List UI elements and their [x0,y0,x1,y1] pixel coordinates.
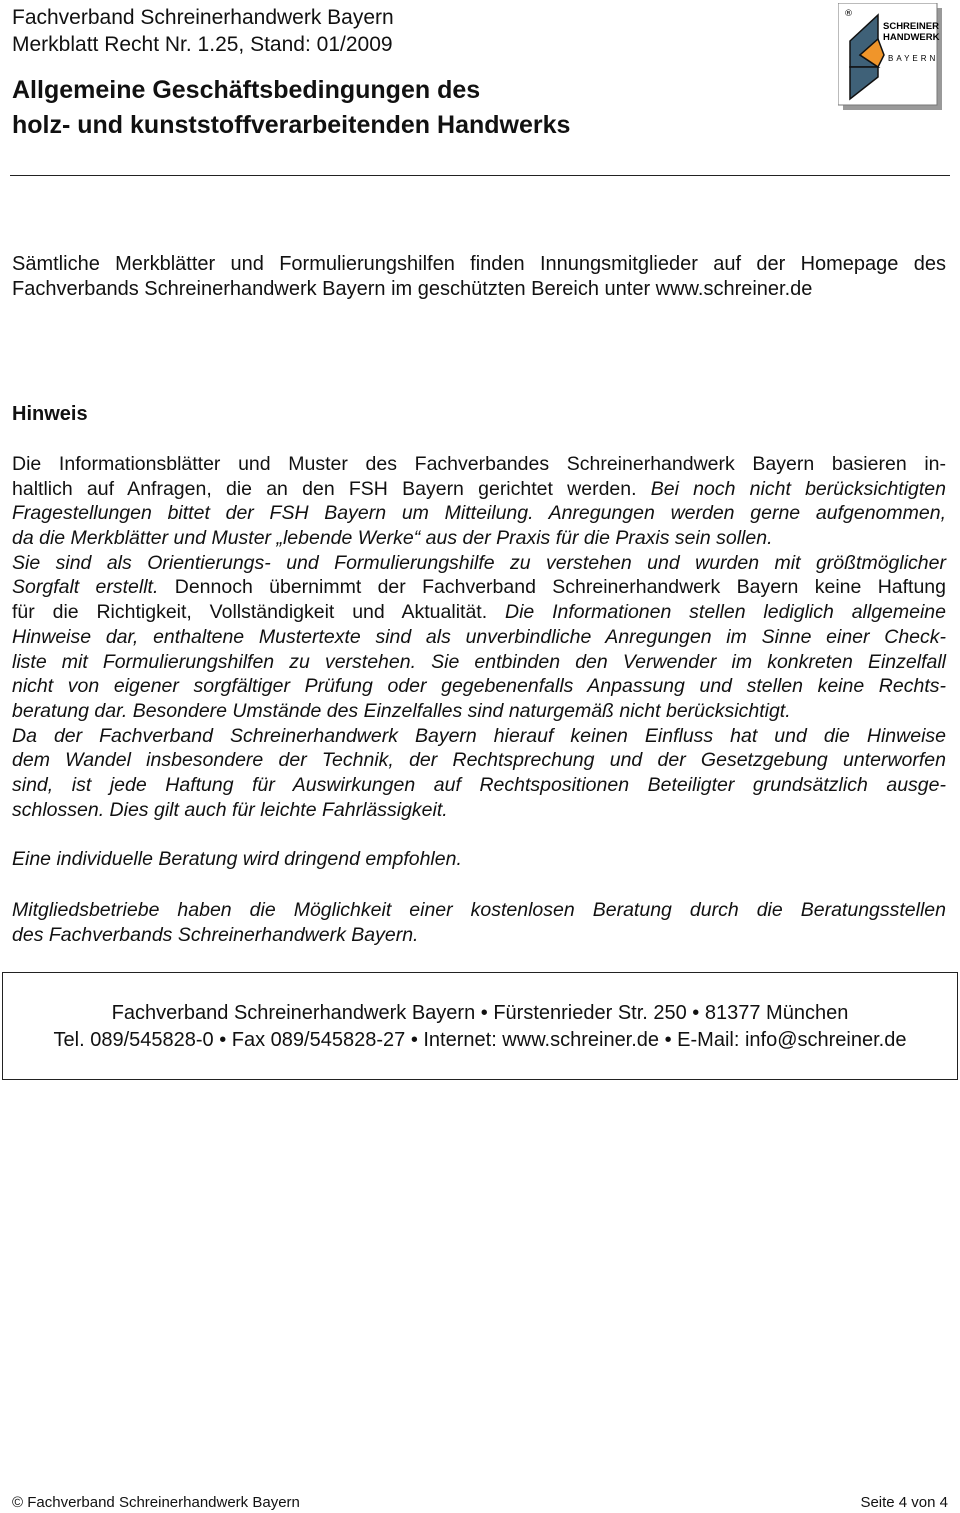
intro-line: Fachverbands Schreinerhandwerk Bayern im geschützten Bereich unter www.schreiner.de [12,277,813,300]
hinweis-heading: Hinweis [12,403,88,425]
header-divider [10,175,950,176]
footer-page-number: Seite 4 von 4 [860,1494,948,1511]
hinweis-line [12,674,946,699]
hinweis-line [12,501,946,526]
footer-copyright: © Fachverband Schreinerhandwerk Bayern [12,1494,300,1511]
hinweis-line [12,625,946,650]
svg-text:BAYERN: BAYERN [888,54,939,63]
org-name: Fachverband Schreinerhandwerk Bayern [12,6,394,29]
hinweis-line [12,551,946,576]
hinweis-line [12,477,946,502]
hinweis-text-segment: Sorgfalt erstellt. [12,576,175,599]
title-line-2: holz- und kunststoffverarbeitenden Handwerks [12,111,571,139]
intro-paragraph [12,252,946,301]
hinweis-text-segment: dem Wandel insbesondere der Technik, der Rechtsprechung und der Gesetzgebung unterworfen [12,749,946,772]
members-line: des Fachverbands Schreinerhandwerk Bayern. [12,923,419,946]
members-line: Mitgliedsbetriebe haben die Möglichkeit einer kostenlosen Beratung durch die Beratungsstellen [12,899,946,921]
hinweis-line [12,798,946,823]
hinweis-line [12,699,946,724]
svg-text:HANDWERK: HANDWERK [883,32,940,43]
svg-text:SCHREINER: SCHREINER [883,21,939,32]
schreiner-handwerk-logo [838,3,938,106]
hinweis-text-segment: schlossen. Dies gilt auch für leichte Fahrlässigkeit. [12,798,448,821]
hinweis-text-segment: da die Merkblätter und Muster „lebende Werke“ aus der Praxis für die Praxis sein sollen. [12,527,773,550]
sheet-info: Merkblatt Recht Nr. 1.25, Stand: 01/2009 [12,33,393,56]
hinweis-text-segment: Sie sind als Orientierungs- und Formulierungshilfe zu verstehen und wurden mit größtmöglicher [12,551,946,574]
hinweis-text-segment: Da der Fachverband Schreinerhandwerk Bayern hierauf keinen Einfluss hat und die Hinweise [12,724,946,747]
hinweis-line [12,600,946,625]
hinweis-text-segment: für die Richtigkeit, Vollständigkeit und Aktualität. [12,601,505,624]
members-paragraph [12,898,946,947]
hinweis-text-segment: haltlich auf Anfragen, die an den FSH Bayern gerichtet werden. [12,477,651,500]
hinweis-text-segment: Die Informationsblätter und Muster des Fachverbandes Schreinerhandwerk Bayern basieren in- [12,453,946,475]
hinweis-text-segment: liste mit Formulierungshilfen zu verstehen. Sie entbinden den Verwender im konkreten Einzelfall [12,650,946,673]
hinweis-text-segment: beratung dar. Besondere Umstände des Einzelfalles sind naturgemäß nicht berücksichtigt. [12,699,791,722]
hinweis-text-segment: Dennoch übernimmt der Fachverband Schreinerhandwerk Bayern keine Haftung [174,576,946,599]
hinweis-text-segment: Bei noch nicht berücksichtigten [650,477,946,500]
title-line-1: Allgemeine Geschäftsbedingungen des [12,76,481,104]
hinweis-line [12,575,946,600]
contact-details: Tel. 089/545828-0 • Fax 089/545828-27 • Internet: www.schreiner.de • E-Mail: info@schreiner.de [53,1029,907,1051]
hinweis-line [12,526,946,551]
hinweis-text-segment: Fragestellungen bittet der FSH Bayern um Mitteilung. Anregungen werden gerne aufgenommen, [12,502,946,525]
svg-text:®: ® [844,9,853,19]
intro-line: Sämtliche Merkblätter und Formulierungshilfen finden Innungsmitglieder auf der Homepage des [12,253,946,275]
hinweis-line [12,748,946,773]
contact-box [2,972,958,1080]
hinweis-line [12,724,946,749]
hinweis-line [12,773,946,798]
hinweis-paragraph [12,452,946,822]
hinweis-line [12,650,946,675]
hinweis-text-segment: nicht von eigener sorgfältiger Prüfung oder gegebenenfalls Anpassung und stellen keine Rechts- [12,675,946,698]
recommendation-text: Eine individuelle Beratung wird dringend empfohlen. [12,848,462,870]
hinweis-line [12,452,946,477]
hinweis-text-segment: Hinweise dar, enthaltene Mustertexte sind als unverbindliche Anregungen im Sinne einer Check- [12,625,946,648]
hinweis-text-segment: Die Informationen stellen lediglich allgemeine [504,601,947,624]
hinweis-text-segment: sind, ist jede Haftung für Auswirkungen auf Rechtspositionen Beteiligter grundsätzlich ausge- [12,773,946,796]
contact-address: Fachverband Schreinerhandwerk Bayern • Fürstenrieder Str. 250 • 81377 München [111,1002,849,1024]
